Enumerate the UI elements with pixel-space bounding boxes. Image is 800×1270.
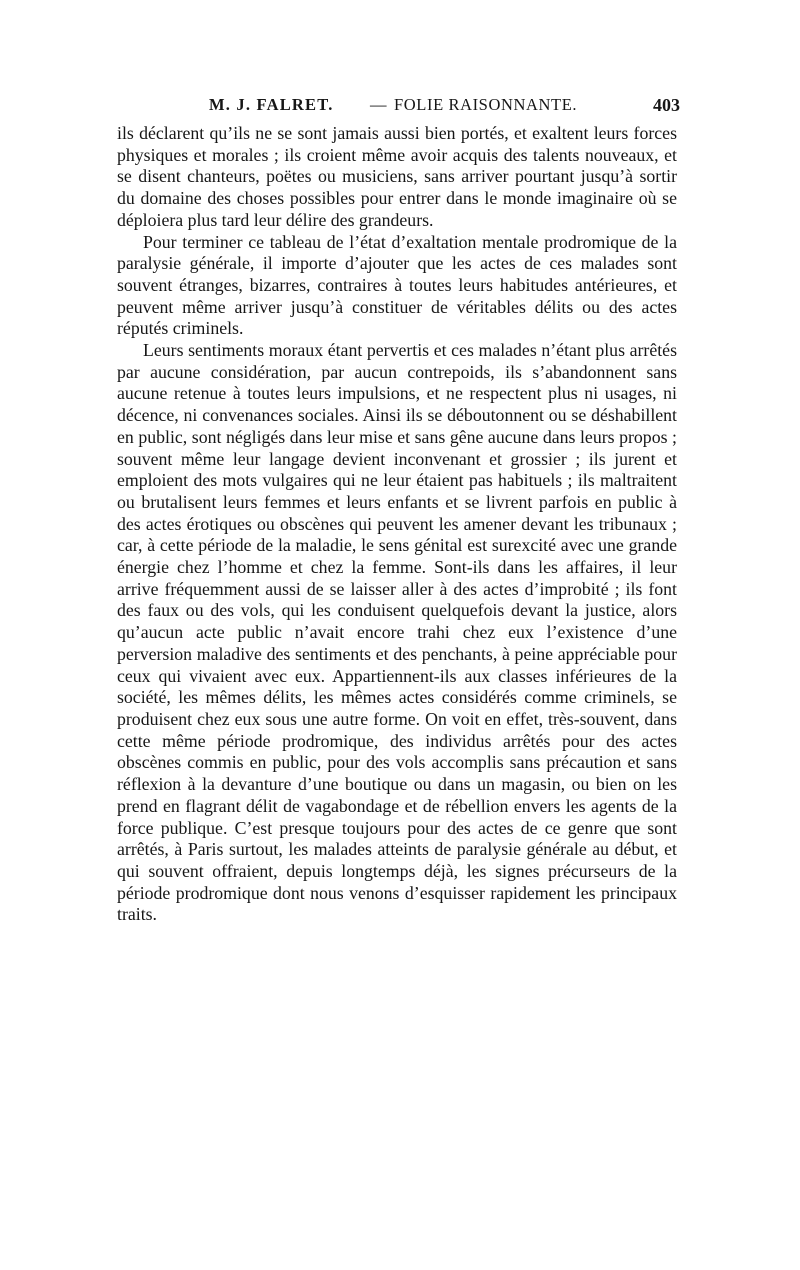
paragraph-prodromic-acts: Pour terminer ce tableau de l’état d’exaltation mentale prodromique de la paralysie générale, il importe d’ajouter que les actes de ces malades sont souvent étranges, bizarres, contraires à toutes leurs habitudes antérieures, et peuvent même arriver jusqu’à constituer de véritables délits ou des actes réputés criminels. [117, 231, 677, 339]
paragraph-continuation: ils déclarent qu’ils ne se sont jamais aussi bien portés, et exaltent leurs forces physiques et morales ; ils croient même avoir acquis des talents nouveaux, et se disent chanteurs, poëtes ou musiciens, sans arriver pourtant jusqu’à sortir du domaine des choses possibles pour entrer dans le monde imaginaire où se déploiera plus tard leur délire des grandeurs. [117, 123, 677, 230]
header-dash: — [370, 95, 387, 114]
page-number: 403 [653, 95, 680, 115]
header-author: M. J. FALRET. [209, 95, 334, 114]
header-title: FOLIE RAISONNANTE. [394, 95, 578, 114]
body-text [117, 123, 677, 926]
running-header [118, 93, 680, 117]
paragraph-moral-perversion: Leurs sentiments moraux étant pervertis et ces malades n’étant plus arrêtés par aucune considération, par aucun contrepoids, ils s’abandonnent sans aucune retenue à toutes leurs impulsions, et ne respectent plus ni usages, ni décence, ni convenances sociales. Ainsi ils se déboutonnent ou se déshabillent en public, sont négligés dans leur mise et sans gêne aucune dans leurs propos ; souvent même leur langage devient inconvenant et grossier ; ils jurent et emploient des mots vulgaires qui ne leur étaient pas habituels ; ils maltraitent ou brutalisent leurs femmes et leurs enfants et se livrent parfois en public à des actes érotiques ou obscènes qui peuvent les amener devant les tribunaux ; car, à cette période de la maladie, le sens génital est surexcité avec une grande énergie chez l’homme et chez la femme. Sont-ils dans les affaires, il leur arrive fréquemment aussi de se laisser aller à des actes d’improbité ; ils font des faux ou des vols, qui les conduisent quelquefois devant la justice, alors qu’aucun acte public n’avait encore trahi chez eux l’existence d’une perversion maladive des sentiments et des penchants, à peine appréciable pour ceux qui vivaient avec eux. Appartiennent-ils aux classes inférieures de la société, les mêmes délits, les mêmes actes considérés comme criminels, se produisent chez eux sous une autre forme. On voit en effet, très-souvent, dans cette même période prodromique, des individus arrêtés pour des actes obscènes commis en public, pour des vols accomplis sans précaution et sans réflexion à la devanture d’une boutique ou dans un magasin, ou bien on les prend en flagrant délit de vagabondage et de rébellion envers les agents de la force publique. C’est presque toujours pour des actes de ce genre que sont arrêtés, à Paris surtout, les malades atteints de paralysie générale au début, et qui souvent offraient, depuis longtemps déjà, les signes précurseurs de la période prodromique dont nous venons d’esquisser rapidement les principaux traits. [117, 340, 677, 925]
